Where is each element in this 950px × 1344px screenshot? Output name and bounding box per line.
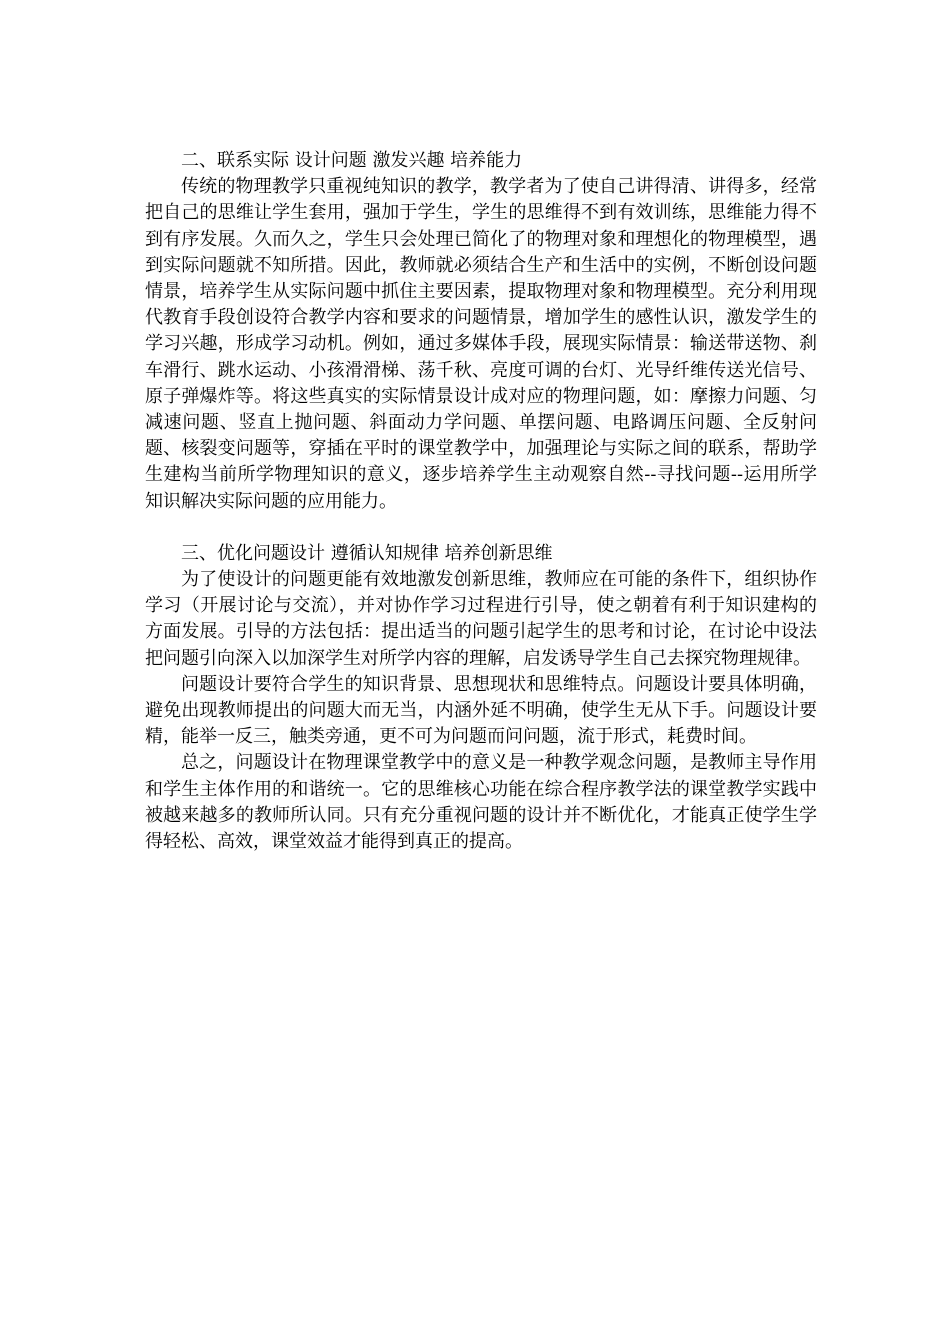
- paragraph: 为了使设计的问题更能有效地激发创新思维，教师应在可能的条件下，组织协作学习（开展讨论与交流），并对协作学习过程进行引导，使之朝着有利于知识建构的方面发展。引导的方法包括：提出适当的问题引起学生的思考和讨论，在讨论中设法把问题引向深入以加深学生对所学内容的理解，启发诱导学生自己去探究物理规律。: [145, 569, 817, 669]
- section-heading-3: 三、优化问题设计 遵循认知规律 培养创新思维: [181, 542, 553, 564]
- paragraph: 总之，问题设计在物理课堂教学中的意义是一种教学观念问题，是教师主导作用和学生主体作用的和谐统一。它的思维核心功能在综合程序教学法的课堂教学实践中被越来越多的教师所认同。只有充分重视问题的设计并不断优化，才能真正使学生学得轻松、高效，课堂效益才能得到真正的提高。: [145, 752, 817, 853]
- section-heading-2: 二、联系实际 设计问题 激发兴趣 培养能力: [181, 150, 523, 171]
- paragraph: 问题设计要符合学生的知识背景、思想现状和思维特点。问题设计要具体明确，避免出现教师提出的问题大而无当，内涵外延不明确，使学生无从下手。问题设计要精，能举一反三，触类旁通，更不可为问题而问问题，流于形式，耗费时间。: [145, 673, 817, 748]
- document-body: [145, 148, 817, 855]
- paragraph-spacer: [145, 515, 817, 541]
- paragraph: 传统的物理教学只重视纯知识的教学，教学者为了使自己讲得清、讲得多，经常把自己的思维让学生套用，强加于学生，学生的思维得不到有效训练，思维能力得不到有序发展。久而久之，学生只会处理已简化了的物理对象和理想化的物理模型，遇到实际问题就不知所措。因此，教师就必须结合生产和生活中的实例，不断创设问题情景，培养学生从实际问题中抓住主要因素，提取物理对象和物理模型。充分利用现代教育手段创设符合教学内容和要求的问题情景，增加学生的感性认识，激发学生的学习兴趣，形成学习动机。例如，通过多媒体手段，展现实际情景：输送带送物、刹车滑行、跳水运动、小孩滑滑梯、荡千秋、亮度可调的台灯、光导纤维传送光信号、原子弹爆炸等。将这些真实的实际情景设计成对应的物理问题，如：摩擦力问题、匀减速问题、竖直上抛问题、斜面动力学问题、单摆问题、电路调压问题、全反射问题、核裂变问题等，穿插在平时的课堂教学中，加强理论与实际之间的联系，帮助学生建构当前所学物理知识的意义，逐步培养学生主动观察自然--寻找问题--运用所学知识解决实际问题的应用能力。: [145, 176, 817, 512]
